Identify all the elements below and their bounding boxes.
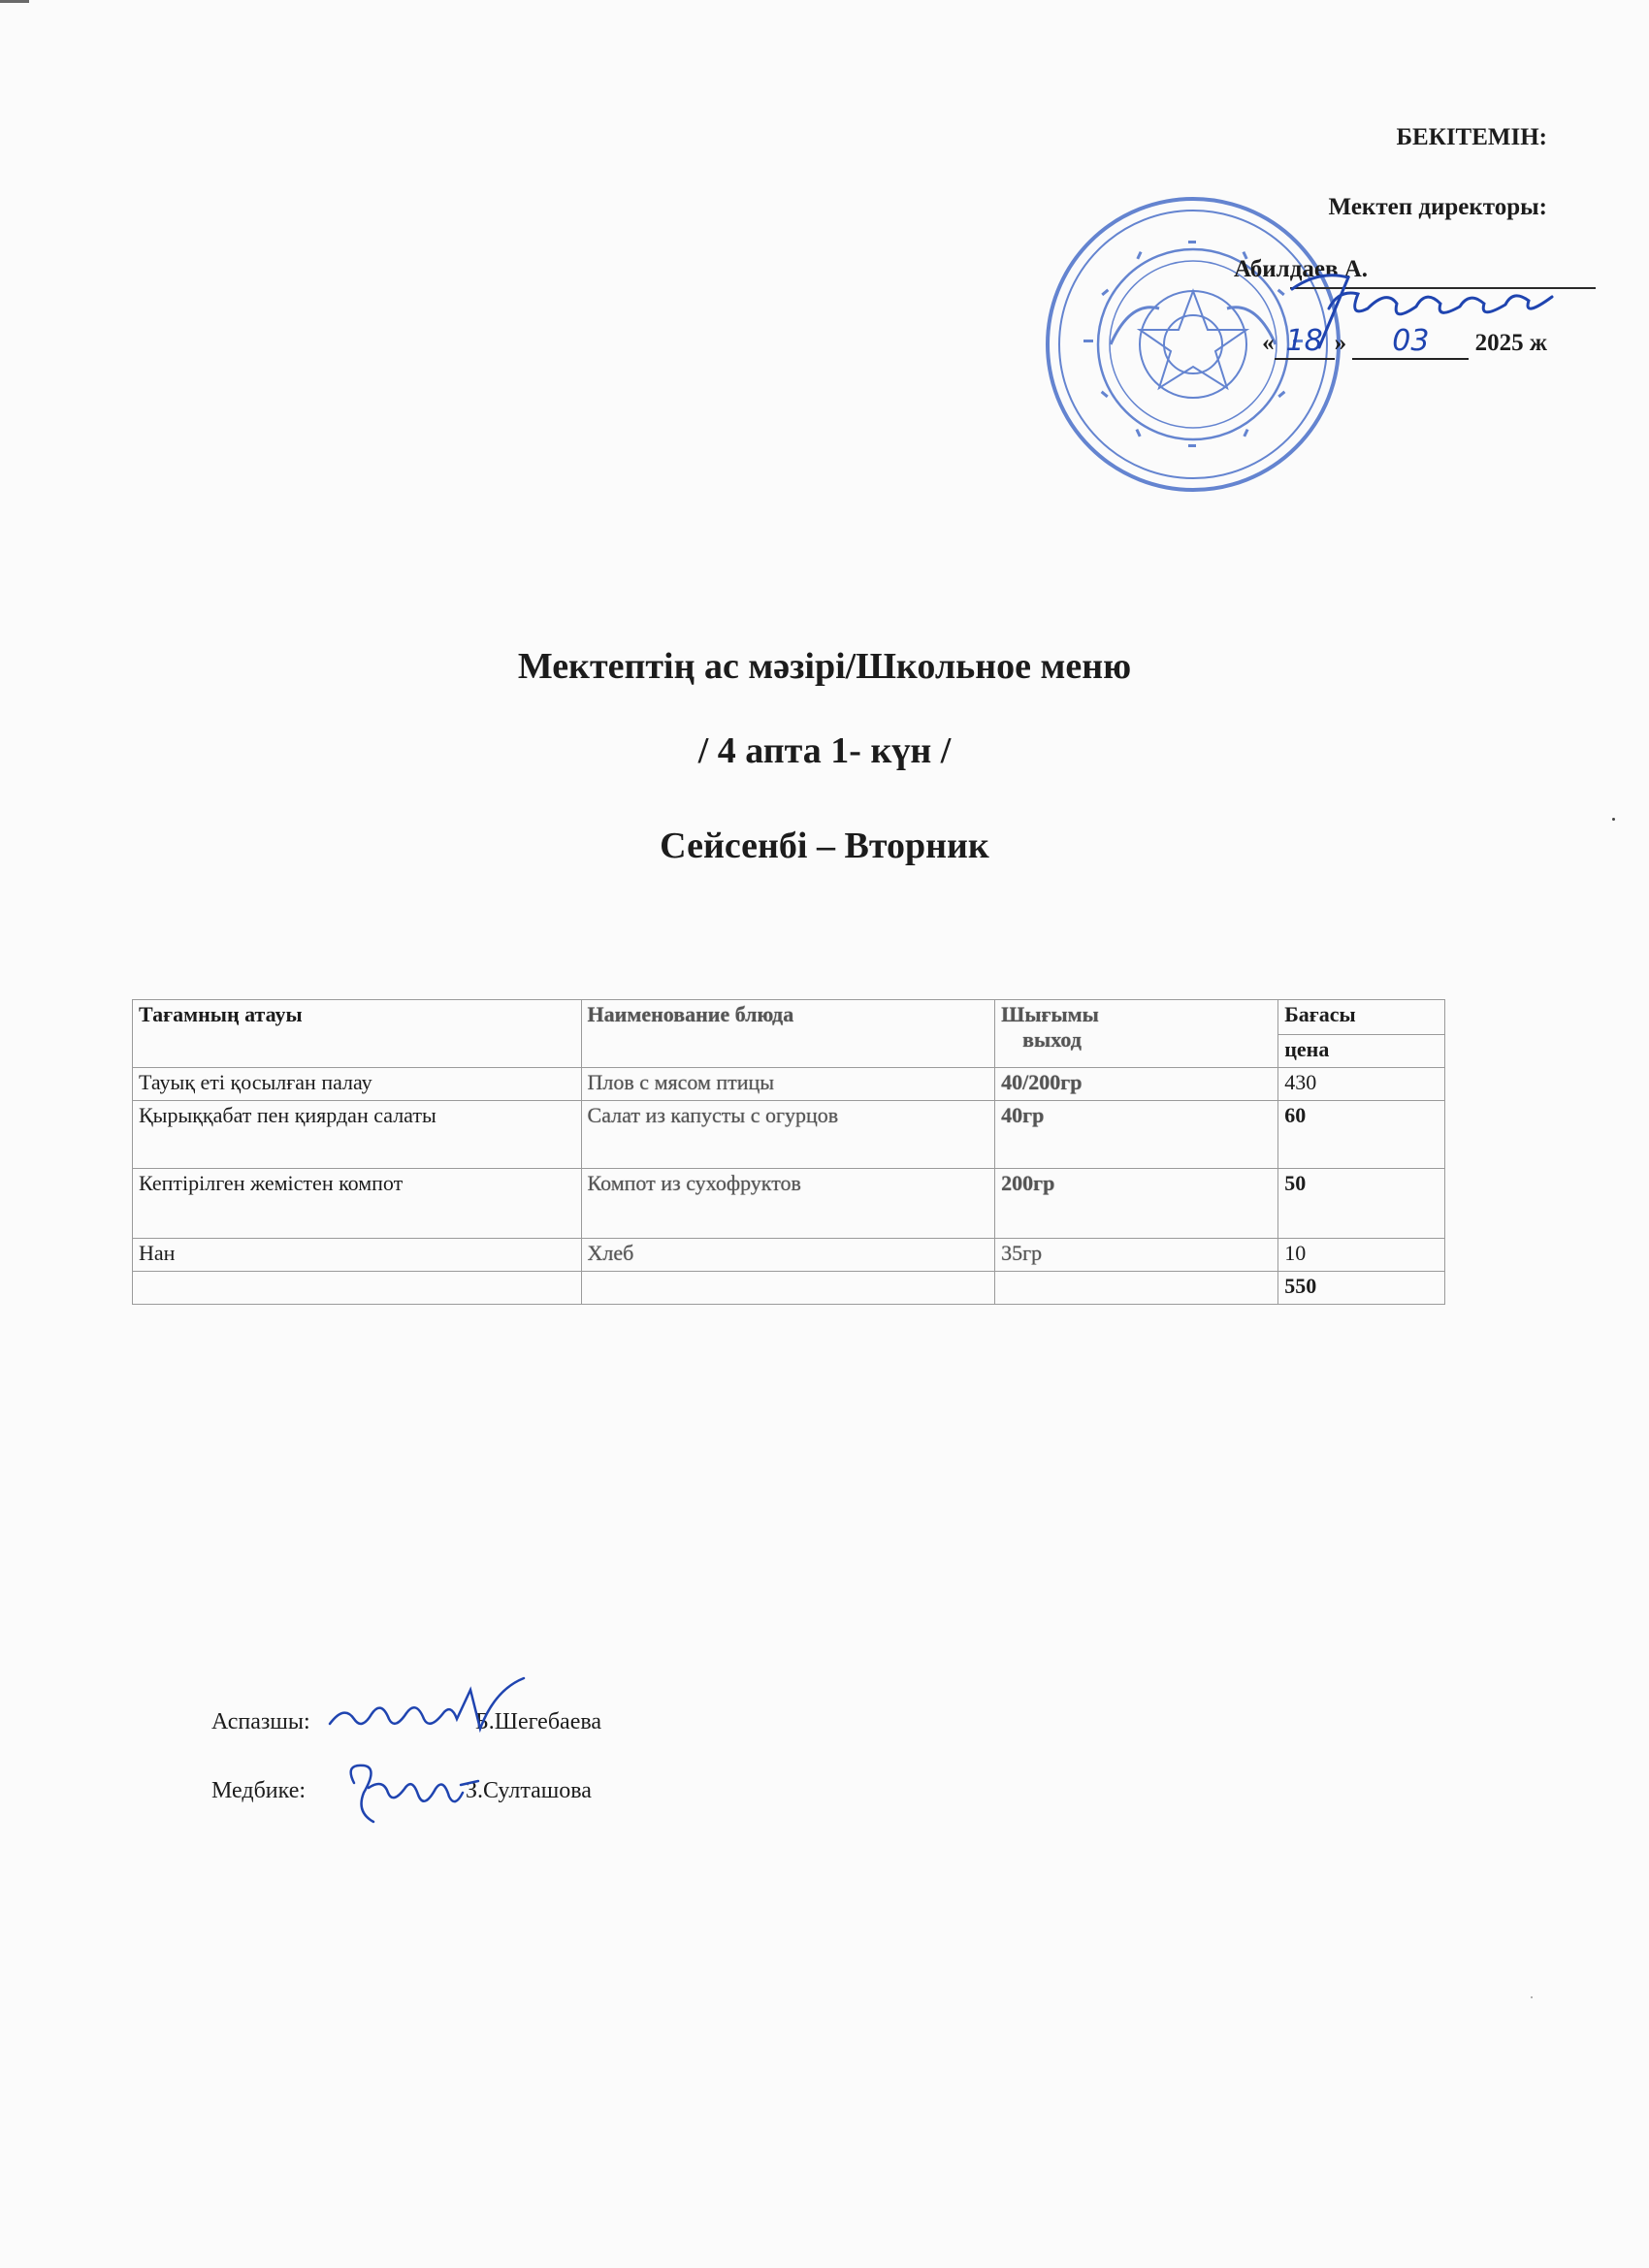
scan-corner-mark xyxy=(0,0,29,3)
date-day: 18 xyxy=(1275,324,1335,360)
cell-name-kz: Кептірілген жемістен компот xyxy=(133,1169,582,1239)
header-yield-kz: Шығымы xyxy=(1001,1002,1099,1026)
cell-price: 430 xyxy=(1278,1068,1445,1101)
header-name-ru: Наименование блюда xyxy=(581,1000,995,1068)
cell-total: 550 xyxy=(1278,1272,1445,1305)
approval-block xyxy=(1043,124,1547,512)
cook-signature-icon xyxy=(325,1670,538,1748)
cell-empty xyxy=(133,1272,582,1305)
date-year: 2025 ж xyxy=(1474,330,1547,356)
table-row xyxy=(133,1068,1445,1101)
table-row xyxy=(133,1239,1445,1272)
cell-name-kz: Қырыққабат пен қиярдан салаты xyxy=(133,1101,582,1169)
menu-table xyxy=(132,999,1445,1305)
approval-role: Мектеп директоры: xyxy=(1328,194,1547,220)
table-header-row xyxy=(133,1000,1445,1035)
date-month: 03 xyxy=(1352,324,1469,360)
cell-price: 50 xyxy=(1278,1169,1445,1239)
nurse-signature-icon xyxy=(335,1754,490,1831)
cell-empty xyxy=(995,1272,1278,1305)
header-name-kz: Тағамның атауы xyxy=(133,1000,582,1068)
cell-price: 10 xyxy=(1278,1239,1445,1272)
cell-name-ru: Хлеб xyxy=(581,1239,995,1272)
cell-empty xyxy=(581,1272,995,1305)
week-day-subtitle: / 4 апта 1- күн / xyxy=(697,730,952,771)
header-price-kz: Бағасы xyxy=(1278,1000,1445,1035)
page-title: Мектептің ас мәзірі/Школьное меню xyxy=(517,646,1132,687)
cell-name-kz: Нан xyxy=(133,1239,582,1272)
nurse-signature-line xyxy=(211,1778,592,1804)
cell-yield: 40гр xyxy=(995,1101,1278,1169)
cook-label: Аспазшы: xyxy=(211,1709,310,1734)
date-close-quote: » xyxy=(1334,330,1347,356)
header-price-ru: цена xyxy=(1278,1035,1445,1068)
cell-name-ru: Плов с мясом птицы xyxy=(581,1068,995,1101)
cook-name: Б.Шегебаева xyxy=(475,1709,602,1734)
table-total-row xyxy=(133,1272,1445,1305)
director-name: Абилдаев А. xyxy=(1233,256,1368,282)
table-row xyxy=(133,1101,1445,1169)
approval-title: БЕКІТЕМІН: xyxy=(1396,124,1547,150)
scan-dot xyxy=(1612,818,1615,821)
nurse-name: З.Султашова xyxy=(466,1778,592,1803)
cell-name-ru: Салат из капусты с огурцов xyxy=(581,1101,995,1169)
cell-name-ru: Компот из сухофруктов xyxy=(581,1169,995,1239)
weekday-title: Сейсенбі – Вторник xyxy=(660,826,989,866)
date-open-quote: « xyxy=(1262,330,1275,356)
cell-yield: 35гр xyxy=(995,1239,1278,1272)
scan-dot xyxy=(1531,1996,1533,1998)
approval-date xyxy=(1262,324,1547,360)
cell-price: 60 xyxy=(1278,1101,1445,1169)
cell-yield: 200гр xyxy=(995,1169,1278,1239)
cell-name-kz: Тауық еті қосылған палау xyxy=(133,1068,582,1101)
header-yield xyxy=(995,1000,1278,1068)
cell-yield: 40/200гр xyxy=(995,1068,1278,1101)
cook-signature-line xyxy=(211,1709,602,1735)
header-yield-ru: выход xyxy=(1022,1027,1082,1052)
table-row xyxy=(133,1169,1445,1239)
nurse-label: Медбике: xyxy=(211,1778,307,1803)
